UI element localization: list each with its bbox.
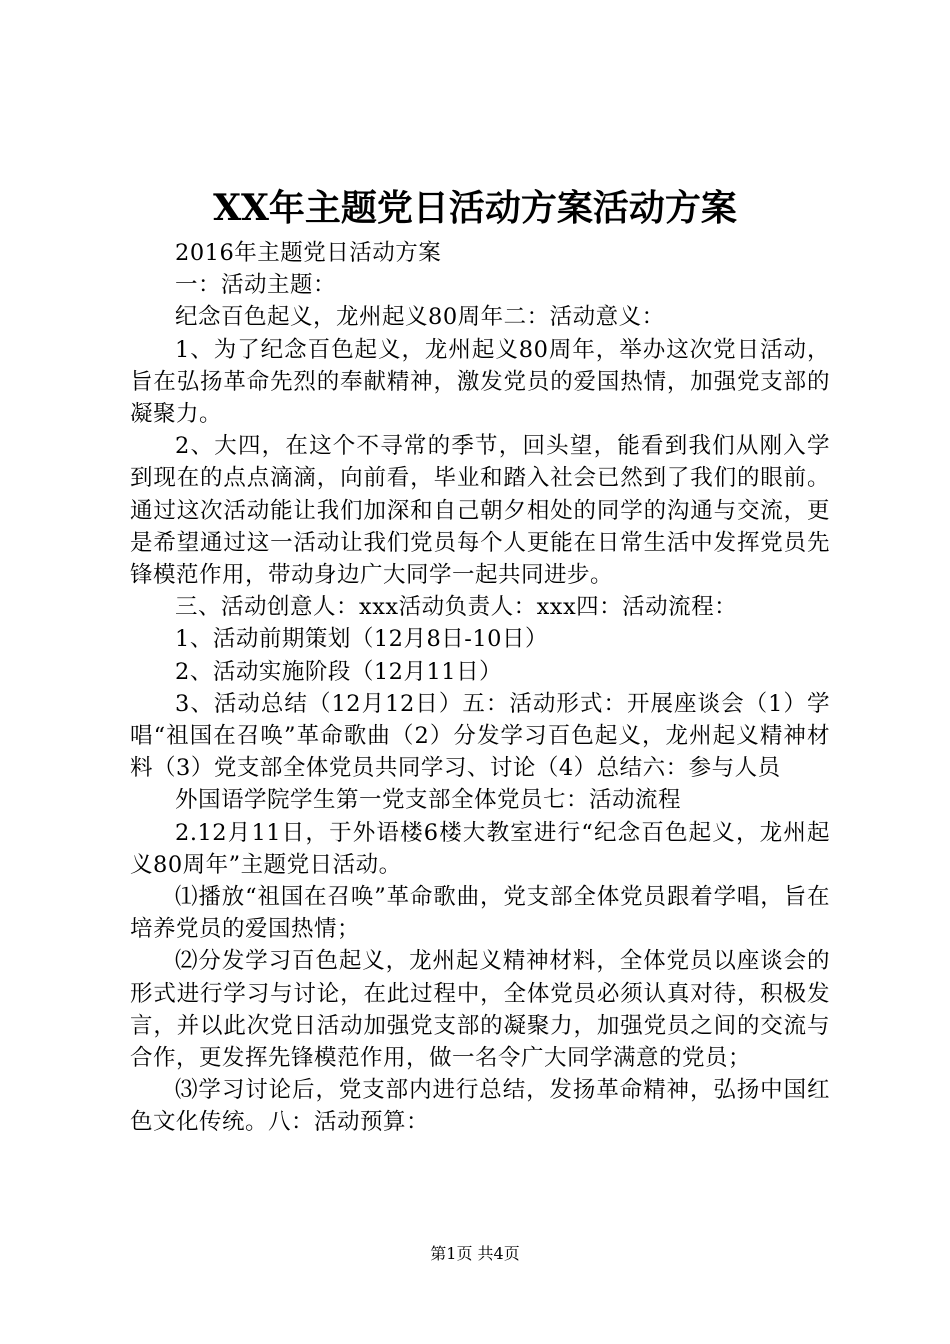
paragraph: ⑴播放“祖国在召唤”革命歌曲，党支部全体党员跟着学唱，旨在培养党员的爱国热情； <box>130 884 830 943</box>
paragraph: 2016年主题党日活动方案 <box>175 240 442 266</box>
document-body <box>130 237 830 1139</box>
paragraph: ⑵分发学习百色起义，龙州起义精神材料，全体党员以座谈会的形式进行学习与讨论，在此过程中，全体党员必须认真对待，积极发言，并以此次党日活动加强党支部的凝聚力，加强党员之间的交流与合作，更发挥先锋模范作用，做一名令广大同学满意的党员； <box>130 948 830 1072</box>
page-footer <box>0 1242 950 1266</box>
paragraph: 1、活动前期策划（12月8日-10日） <box>175 626 548 653</box>
paragraph: 三、活动创意人：xxx活动负责人：xxx四：活动流程： <box>175 594 738 621</box>
paragraph: 1、为了纪念百色起义，龙州起义80周年，举办这次党日活动，旨在弘扬革命先烈的奉献精神，激发党员的爱国热情，加强党支部的凝聚力。 <box>130 336 830 428</box>
document-title: XX年主题党日活动方案活动方案 <box>213 187 737 229</box>
page-number: 第1页 共4页 <box>430 1244 520 1263</box>
paragraph: 2、活动实施阶段（12月11日） <box>175 658 503 685</box>
paragraph: 2.12月11日，于外语楼6楼大教室进行“纪念百色起义，龙州起义80周年”主题党日活动。 <box>130 819 830 878</box>
paragraph: 一：活动主题： <box>175 272 337 299</box>
paragraph: 纪念百色起义，龙州起义80周年二：活动意义： <box>175 304 665 331</box>
paragraph: 外国语学院学生第一党支部全体党员七：活动流程 <box>175 787 682 814</box>
paragraph: 3、活动总结（12月12日）五：活动形式：开展座谈会（1）学唱“祖国在召唤”革命歌曲（2）分发学习百色起义，龙州起义精神材料（3）党支部全体党员共同学习、讨论（4）总结六：参与人员 <box>130 690 830 782</box>
paragraph: 2、大四，在这个不寻常的季节，回头望，能看到我们从刚入学到现在的点点滴滴，向前看，毕业和踏入社会已然到了我们的眼前。通过这次活动能让我们加深和自己朝夕相处的同学的沟通与交流，更是希望通过这一活动让我们党员每个人更能在日常生活中发挥党员先锋模范作用，带动身边广大同学一起共同进步。 <box>130 433 830 589</box>
paragraph: ⑶学习讨论后，党支部内进行总结，发扬革命精神，弘扬中国红色文化传统。八：活动预算： <box>130 1077 830 1136</box>
